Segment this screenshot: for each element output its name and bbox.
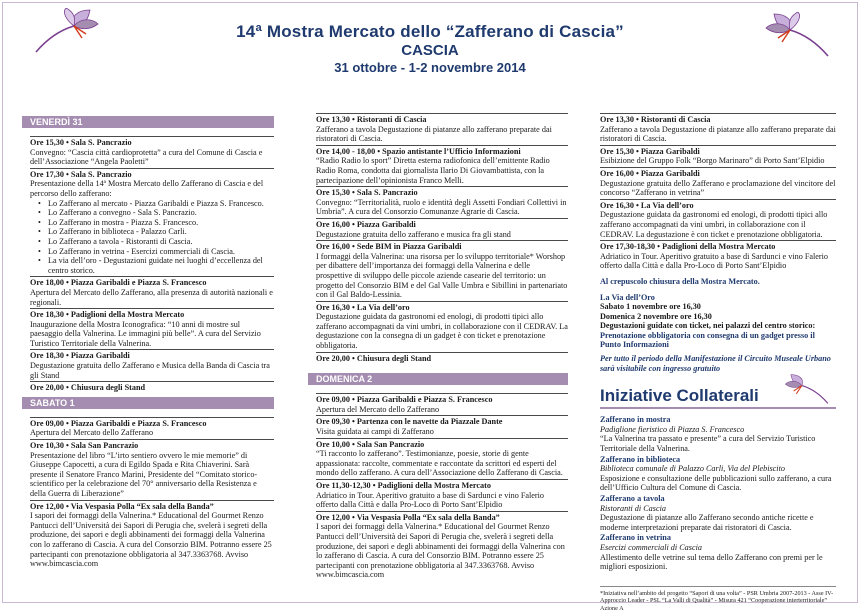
event-description: I formaggi della Valnerina: una risorsa per lo sviluppo territoriale* Worshop per dibattere dell’importanza dei formaggi della Valnerina e delle prospettive di sviluppo delle piccole aziende casearie del territorio: un progetto del Consorzio BIM e del Gal Valle Umbra e Sibillini in partenariato con il Gal Baldo-Lessinia. [316, 251, 568, 300]
page-title: 14ª Mostra Mercato dello “Zafferano di Cascia” [236, 22, 624, 41]
via-oro-block [600, 293, 836, 351]
event-description: I sapori dei formaggi della Valnerina.* Educational del Gourmet Renzo Pantucci dell’Università dei Sapori di Perugia che, svelerà i segreti della produzione, dei sapori e degli abbinamenti dei formaggi della Valnerina con lo zafferano di Cascia. A cura del Consorzio BIM. Potranno essere 25 partecipanti con prenotazione obbligatoria al 347.3363768. Avviso www.bimcascia.com [30, 511, 272, 569]
event-title: Ore 20,00 • Chiusura degli Stand [30, 383, 146, 393]
event-item [316, 186, 568, 217]
event-item [600, 145, 836, 166]
event-description: Esibizione del Gruppo Folk “Borgo Marinaro” di Porto Sant’Elpidio [600, 156, 825, 166]
event-item [30, 136, 274, 167]
collateral-divider [600, 407, 836, 409]
saffron-flower-icon [764, 12, 834, 58]
event-item [316, 415, 568, 436]
event-title: Ore 10,00 • Sala San Pancrazio [316, 439, 425, 449]
collateral-item-title: Zafferano in vetrina [600, 533, 671, 543]
percorso-list [30, 199, 274, 276]
event-description: Degustazione guidata da gastronomi ed enologi, di prodotti tipici allo zafferano accompagnati da vini umbri, in collaborazione con il CEDRAV. La degustazione è con ticket e prenotazione obbligatoria. [600, 210, 828, 239]
event-description: Adriatico in Tour. Aperitivo gratuito a base di Sardunci e vino Falerio offerto dalla Città e dalla Pro-Loco di Porto Sant’Elpidio [600, 251, 829, 271]
event-description: Degustazione gratuita dello Zafferano e proclamazione del vincitore del concorso “Zafferano in vetrina” [600, 178, 836, 198]
event-title: Ore 16,00 • Sede BIM in Piazza Garibaldi [316, 242, 462, 252]
event-title: Ore 12,00 • Via Vespasia Polla “Ex sala della Banda” [30, 501, 214, 511]
event-description: Convegno: “Territorialità, ruolo e identità degli Assetti Fondiari Collettivi in Umbria”. A cura del Consorzio Comunanze Agrarie di Cascia. [316, 197, 567, 217]
event-description: “Ti racconto lo zafferano”. Testimonianze, poesie, storie di gente appassionata: raccolte, commentate e raccontate da scrittori ed esperti del mondo dello zafferano. A cura dell’Associazione dello Zafferano di Cascia. [316, 449, 563, 478]
collateral-item-place: Esercizi commerciali di Cascia [600, 542, 702, 552]
event-item [316, 511, 568, 580]
list-item: • Lo Zafferano in vetrina - Esercizi commerciali di Cascia. [48, 247, 274, 257]
via-oro-booking: Prenotazione obbligatoria con consegna di un gadget presso il Punto Informazioni [600, 330, 815, 350]
event-title: Ore 09,00 • Piazza Garibaldi e Piazza S. Francesco [316, 395, 493, 405]
collateral-item-place: Ristoranti di Cascia [600, 503, 666, 513]
list-item: • La via dell’oro - Degustazioni guidate nei luoghi d’eccellenza del centro storico. [48, 256, 274, 275]
collateral-item-desc: Esposizione e consultazione delle pubblicazioni sullo zafferano, a cura dell’Ufficio Cultura del Comune di Cascia. [600, 473, 832, 493]
event-description: Apertura del Mercato dello Zafferano [316, 404, 440, 414]
column-middle [316, 113, 568, 581]
list-item: • Lo Zafferano a tavola - Ristoranti di Cascia. [48, 237, 274, 247]
event-item [316, 479, 568, 510]
museum-circuit-note: Per tutto il periodo della Manifestazione il Circuito Museale Urbano sarà visitabile con ingresso gratuito [600, 354, 831, 373]
page-subtitle: CASCIA [401, 42, 459, 59]
list-item: • Lo Zafferano al mercato - Piazza Garibaldi e Piazza S. Francesco. [48, 199, 274, 209]
column-right [600, 113, 836, 612]
collateral-item-place: Padiglione fieristico di Piazza S. Francesco [600, 424, 745, 434]
collateral-title: Iniziative Collaterali [600, 386, 759, 406]
event-title: Ore 18,30 • Padiglioni della Mostra Mercato [30, 310, 185, 320]
page-header [170, 22, 690, 76]
event-title: Ore 09,00 • Piazza Garibaldi e Piazza S. Francesco [30, 418, 207, 428]
event-title: Ore 11,30-12,30 • Padiglioni della Mostra Mercato [316, 481, 491, 490]
event-item [316, 145, 568, 185]
column-left [30, 116, 274, 570]
event-description: Presentazione della 14ª Mostra Mercato dello Zafferano di Cascia e del percorso dello zafferano: [30, 179, 264, 198]
event-item [316, 352, 568, 364]
event-item [316, 301, 568, 351]
event-item [600, 240, 836, 271]
event-title: Ore 16,00 • Piazza Garibaldi [316, 219, 416, 229]
event-item [30, 439, 274, 499]
event-item [30, 349, 274, 380]
event-item [600, 199, 836, 239]
event-item [316, 240, 568, 300]
event-description: Zafferano a tavola Degustazione di piatanze allo zafferano preparate dai ristoratori di Cascia. [316, 124, 552, 144]
event-title: Ore 16,30 • La Via dell’oro [316, 302, 410, 312]
event-description: Degustazione guidata da gastronomi ed enologi, di prodotti tipici allo zafferano accompagnati da vini umbri, in collaborazione con il CEDRAV. La degustazione con la consegna di un gadget è con ticket e prenotazione obbligatoria. [316, 312, 568, 351]
event-item [30, 500, 274, 569]
event-title: Ore 12,00 • Via Vespasia Polla “Ex sala della Banda” [316, 512, 500, 522]
event-title: Ore 10,30 • Sala San Pancrazio [30, 441, 139, 451]
event-title: Ore 15,30 • Sala S. Pancrazio [316, 188, 418, 198]
event-title: Ore 15,30 • Sala S. Pancrazio [30, 138, 132, 147]
event-description: Degustazione gratuita dello Zafferano e Musica della Banda di Cascia tra gli Stand [30, 361, 270, 380]
event-title: Ore 16,00 • Piazza Garibaldi [600, 168, 700, 178]
event-description: Convegno: “Cascia città cardioprotetta” a cura del Comune di Cascia e dell’Associazione “Angela Paoletti” [30, 147, 263, 167]
collateral-item-title: Zafferano in mostra [600, 415, 671, 425]
event-item [600, 167, 836, 198]
event-description: Adriatico in Tour. Aperitivo gratuito a base di Sardunci e vino Falerio offerto dalla Città e dalla Pro-Loco di Porto Sant’Elpidio [316, 490, 545, 510]
event-item [30, 276, 274, 307]
day-heading-friday: VENERDÌ 31 [22, 116, 274, 128]
event-description: Apertura del Mercato dello Zafferano [30, 428, 154, 438]
event-description: “Radio Radio lo sport” Diretta esterna radiofonica dell’emittente Radio Radio Roma, condotta dai giornalista Ilario Di Giovambattista, con la partecipazione dell’opinionista Franco Melli. [316, 156, 550, 185]
collateral-item-desc: Degustazione di piatanze allo Zafferano secondo antiche ricette e moderne interpretazioni preparate dai ristoratori di Cascia. [600, 513, 814, 532]
event-description: Apertura del Mercato dello Zafferano, alla presenza di autorità nazionali e regionali. [30, 287, 273, 307]
event-description: Visita guidata ai campi di Zafferano [316, 427, 434, 437]
event-description: Inaugurazione della Mostra Iconografica: “10 anni di mostre sul paesaggio della Valnerina. Le immagini più belle”. A cura del Servizio Turistico Territoriale della Valnerina. [30, 319, 261, 348]
via-oro-title: La Via dell’Oro [600, 292, 655, 302]
event-item [30, 381, 274, 393]
event-title: Ore 15,30 • Piazza Garibaldi [600, 146, 700, 156]
event-item [600, 113, 836, 144]
event-item [316, 218, 568, 239]
day-heading-saturday: SABATO 1 [22, 397, 274, 409]
event-item [316, 438, 568, 478]
event-title: Ore 18,30 • Piazza Garibaldi [30, 351, 130, 361]
event-title: Ore 16,30 • La Via dell’oro [600, 200, 694, 210]
event-title: Ore 13,30 • Ristoranti di Cascia [316, 115, 427, 124]
via-oro-date: Domenica 2 novembre ore 16,30 [600, 311, 712, 321]
event-description: Presentazione del libro “L’irto sentiero ovvero le mie memorie” di Giuseppe Capocetti, a cura di Egildo Spada e Rita Chiaverini. Sarà presente il Senatore Franco Marini, Presidente del “Comitato storico-scientifico per la celebrazione del 70° anniversario della Resistenza e della Guerra di Liberazione” [30, 450, 258, 498]
event-item [316, 113, 568, 144]
event-title: Ore 18,00 • Piazza Garibaldi e Piazza S. Francesco [30, 278, 207, 288]
event-description: Zafferano a tavola Degustazione di piatanze allo zafferano preparate dai ristoratori di Cascia. [600, 124, 836, 144]
collateral-item-place: Biblioteca comunale di Palazzo Carli, Via del Plebiscito [600, 464, 785, 474]
event-item [316, 393, 568, 414]
event-description: I sapori dei formaggi della Valnerina.* Educational del Gourmet Renzo Pantucci dell’Università dei Sapori di Perugia che, svelerà i segreti della produzione, dei sapori e degli abbinamenti dei formaggi della Valnerina con lo zafferano di Cascia. A cura del Consorzio BIM. Potranno essere 25 partecipanti con prenotazione obbligatoria al 347.3363768. Avviso www.bimcascia.com [316, 522, 565, 580]
via-oro-note: Degustazioni guidate con ticket, nei palazzi del centro storico: [600, 321, 816, 331]
via-oro-date: Sabato 1 novembre ore 16,30 [600, 302, 701, 312]
list-item: • Lo Zafferano in mostra - Piazza S. Francesco. [48, 218, 274, 228]
event-title: Ore 17,30 • Sala S. Pancrazio [30, 169, 132, 179]
collateral-item-desc: “La Valnerina tra passato e presente” a cura del Servizio Turistico Territoriale della Valnerina. [600, 434, 816, 454]
collateral-item-title: Zafferano a tavola [600, 494, 665, 503]
event-title: Ore 14,00 - 18,00 • Spazio antistante l’Ufficio Informazioni [316, 146, 521, 156]
day-heading-sunday: DOMENICA 2 [308, 373, 568, 385]
event-item [30, 308, 274, 348]
footnote: *Iniziativa nell’ambito del progetto “Sapori di una volta” - PSR Umbria 2007-2013 - Asse IV- Approccio Leader - PSL “La Valli di Qualità” - Misura 421 “Cooperazione interterritoriale” Azione A [600, 586, 836, 612]
list-item: • Lo Zafferano in biblioteca - Palazzo Carli. [48, 227, 274, 237]
event-title: Ore 09,30 • Partenza con le navette da Piazzale Dante [316, 417, 503, 427]
collateral-item-title: Zafferano in biblioteca [600, 454, 681, 464]
closing-note: Al crepuscolo chiusura della Mostra Mercato. [600, 276, 760, 286]
event-description: Degustazione gratuita dello zafferano e musica fra gli stand [316, 229, 511, 239]
event-dates: 31 ottobre - 1-2 novembre 2014 [334, 60, 526, 75]
event-title: Ore 20,00 • Chiusura degli Stand [316, 353, 432, 363]
list-item: • Lo Zafferano a convegno - Sala S. Pancrazio. [48, 208, 274, 218]
event-item [30, 417, 274, 438]
collateral-list [600, 415, 836, 572]
event-title: Ore 13,30 • Ristoranti di Cascia [600, 115, 711, 124]
saffron-flower-icon [30, 8, 100, 54]
collateral-item-desc: Allestimento delle vetrine sul tema dello Zafferano con premi per le migliori esposizioni. [600, 552, 823, 572]
event-item [30, 168, 274, 276]
event-title: Ore 17,30-18,30 • Padiglioni della Mostra Mercato [600, 242, 776, 252]
